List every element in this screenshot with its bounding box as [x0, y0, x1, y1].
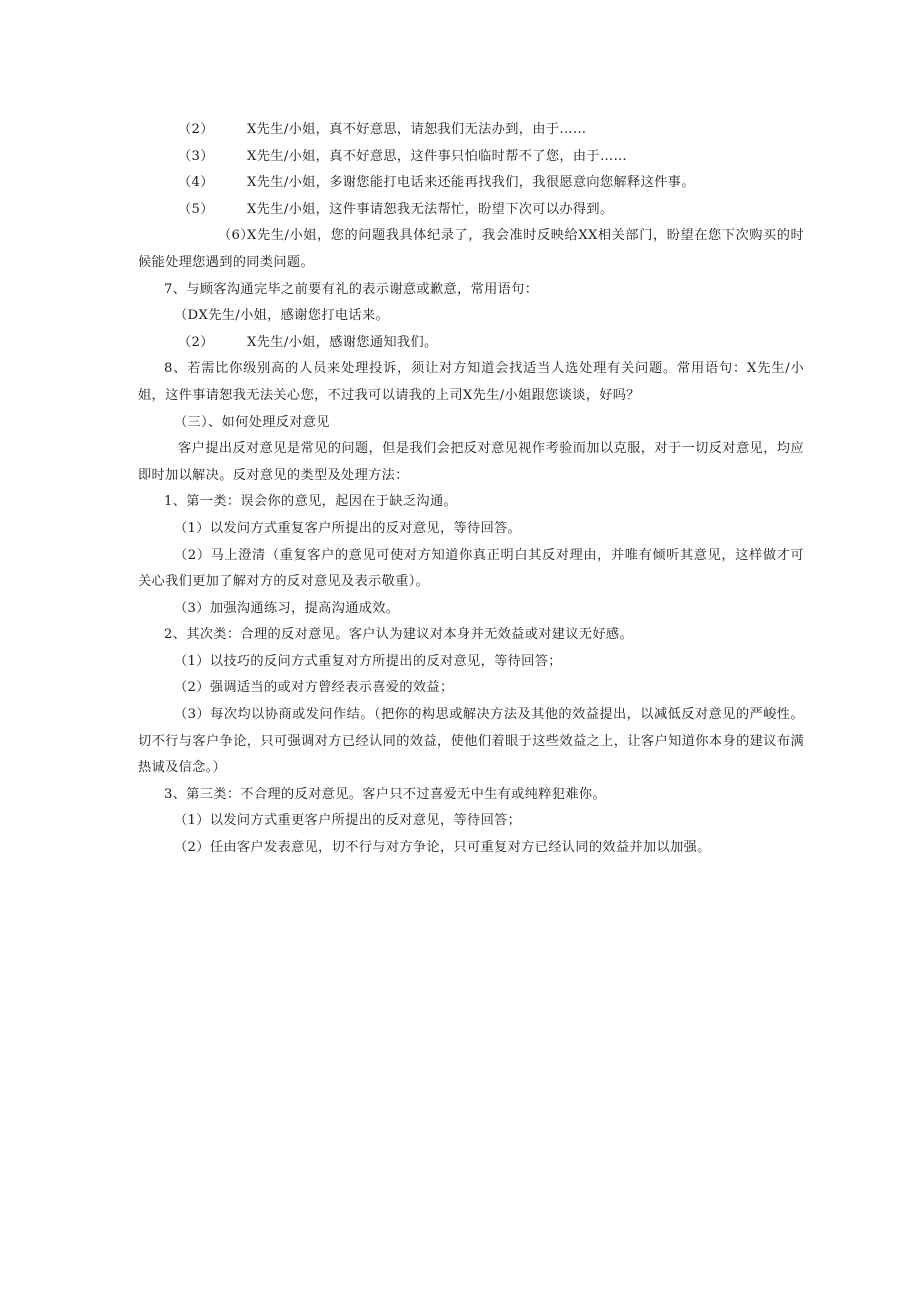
list-item: （2）马上澄清（重复客户的意见可使对方知道你真正明白其反对理由，并唯有倾听其意见，这样做才可关心我们更加了解对方的反对意见及表示敬重）。: [138, 547, 804, 590]
item-text: X先生/小姐，真不好意思，请恕我们无法办到，由于……: [247, 122, 587, 137]
paragraph: 1、第一类：误会你的意见，起因在于缺乏沟通。: [164, 494, 458, 510]
item-number: （3）: [178, 148, 214, 164]
item-number: （4）: [178, 175, 214, 191]
item-number: （6）: [218, 228, 254, 244]
list-item: [138, 170, 804, 197]
list-item: （1）以发问方式重复客户所提出的反对意见，等待回答。: [174, 520, 522, 536]
paragraph: 2、其次类：合理的反对意见。客户认为建议对本身并无效益或对建议无好感。: [164, 627, 634, 643]
list-item: （2）任由客户发表意见，切不行与对方争论，只可重复对方已经认同的效益并加以加强。: [174, 840, 711, 856]
item-number: （2）: [178, 334, 214, 350]
list-item: [138, 223, 804, 276]
item-text: X先生/小姐，多谢您能打电话来还能再找我们，我很愿意向您解释这件事。: [247, 175, 695, 191]
item-text: X先生/小姐，感谢您通知我们。: [247, 334, 438, 350]
list-item: （DX先生/小姐，感谢您打电话来。: [174, 308, 389, 324]
section-heading: （三）、如何处理反对意见: [174, 414, 330, 430]
item-text: X先生/小姐，您的问题我具体纪录了，我会准时反映给XX相关部门，盼望在您下次购买的时候能处理您遇到的同类问题。: [138, 228, 804, 270]
paragraph: 8、若需比你级别高的人员来处理投诉，须让对方知道会找适当人选处理有关问题。常用语句：X先生/小姐，这件事请恕我无法关心您，不过我可以请我的上司X先生/小姐跟您谈谈，好吗？: [138, 361, 804, 403]
paragraph: 客户提出反对意见是常见的问题，但是我们会把反对意见视作考验而加以克服，对于一切反对意见，均应即时加以解决。反对意见的类型及处理方法：: [138, 441, 804, 483]
paragraph: 7、与顾客沟通完毕之前要有礼的表示谢意或歉意，常用语句：: [164, 281, 539, 297]
item-text: X先生/小姐，这件事请恕我无法帮忙，盼望下次可以办得到。: [247, 201, 614, 217]
list-item: （1）以技巧的反问方式重复对方所提出的反对意见，等待回答；: [174, 653, 562, 669]
list-item: [138, 144, 804, 171]
list-item: [138, 197, 804, 224]
list-item: [138, 330, 804, 357]
paragraph: 3、第三类：不合理的反对意见。客户只不过喜爱无中生有或纯粹犯难你。: [164, 786, 606, 802]
list-item: （2）强调适当的或对方曾经表示喜爱的效益；: [174, 680, 454, 696]
document-page: [138, 117, 804, 862]
list-item: （3）每次均以协商或发问作结。（把你的构思或解决方法及其他的效益提出，以减低反对意见的严峻性。切不行与客户争论，只可强调对方已经认同的效益，使他们着眼于这些效益之上，让客户知道你本身的建议布满热诚及信念。）: [138, 707, 804, 776]
list-item: （3）加强沟通练习，提高沟通成效。: [174, 600, 400, 616]
item-number: （5）: [178, 201, 214, 217]
item-text: X先生/小姐，真不好意思，这件事只怕临时帮不了您，由于……: [247, 148, 628, 164]
list-item: （1）以发问方式重更客户所提出的反对意见，等待回答；: [174, 813, 522, 829]
list-item: [138, 117, 804, 144]
item-number: （2）: [178, 122, 214, 137]
